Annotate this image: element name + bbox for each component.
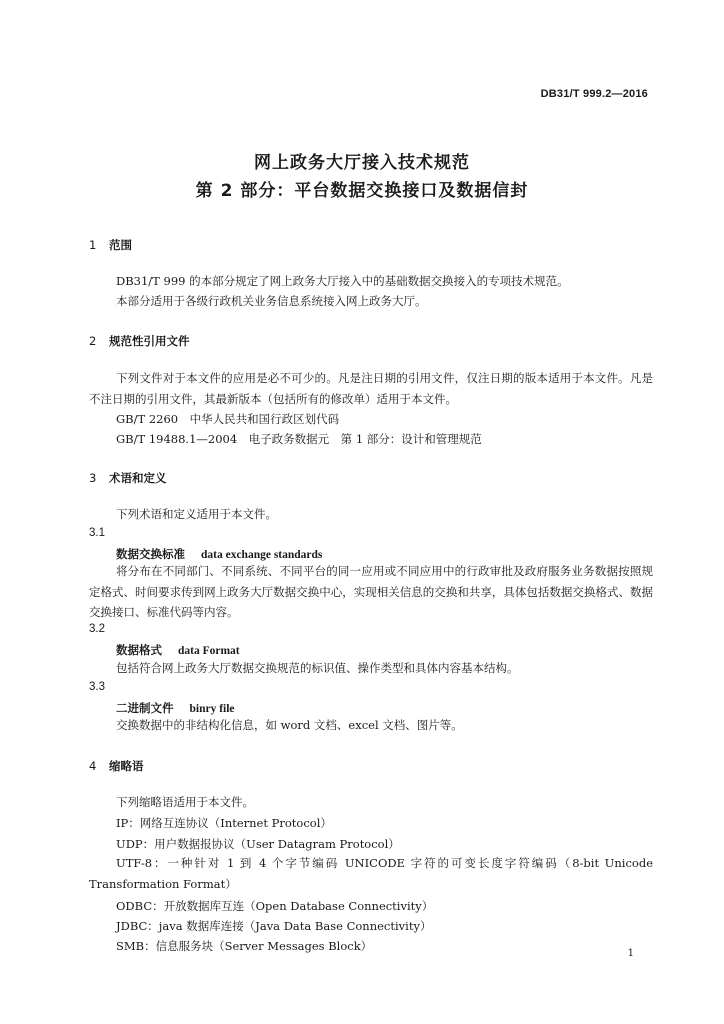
section-2-paragraph-1: 下列文件对于本文件的应用是必不可少的。凡是注日期的引用文件，仅注日期的版本适用于本文件。凡是不注日期的引用文件，其最新版本（包括所有的修改单）适用于本文件。 [89,371,653,406]
section-3-heading [89,470,167,486]
abbreviation-item: SMB：信息服务块（Server Messages Block） [116,939,373,953]
term-definition: 交换数据中的非结构化信息，如 word 文档、excel 文档、图片等。 [116,718,463,732]
term-heading [116,546,322,562]
normative-reference-1: GB/T 2260 中华人民共和国行政区划代码 [116,412,340,426]
term-heading [116,700,235,716]
section-title: 术语和定义 [109,471,167,485]
abbreviation-item: UDP：用户数据报协议（User Datagram Protocol） [116,837,400,851]
section-4-heading [89,758,144,774]
term-definition: 包括符合网上政务大厅数据交换规范的标识值、操作类型和具体内容基本结构。 [116,661,519,675]
section-3-intro: 下列术语和定义适用于本文件。 [116,507,277,521]
term-number: 3.2 [89,623,105,635]
term-english: data exchange standards [201,549,323,561]
abbreviation-item: ODBC：开放数据库互连（Open Database Connectivity） [116,899,434,913]
section-number: 1 [89,238,97,252]
section-number: 3 [89,471,97,485]
term-english: data Format [178,645,240,657]
document-subtitle: 第 2 部分：平台数据交换接口及数据信封 [195,181,529,201]
normative-reference-2: GB/T 19488.1—2004 电子政务数据元 第 1 部分：设计和管理规范 [116,432,482,446]
section-title: 规范性引用文件 [109,334,190,348]
section-title: 范围 [109,238,132,252]
abbreviation-item: IP：网络互连协议（Internet Protocol） [116,816,332,830]
section-1-paragraph-1: DB31/T 999 的本部分规定了网上政务大厅接入中的基础数据交换接入的专项技术规范。 [116,274,569,288]
term-heading [116,642,240,658]
term-chinese: 数据交换标准 [116,547,185,561]
section-4-intro: 下列缩略语适用于本文件。 [116,795,254,809]
abbreviation-item: UTF-8：一种针对 1 到 4 个字节编码 UNICODE 字符的可变长度字符编码（8-bit Unicode Transformation Format） [89,856,653,891]
section-1-heading [89,237,132,253]
term-chinese: 二进制文件 [116,701,174,715]
section-number: 4 [89,759,97,773]
document-title: 网上政务大厅接入技术规范 [254,153,470,173]
page-number: 1 [627,948,634,959]
abbreviation-item: JDBC：java 数据库连接（Java Data Base Connectivity） [116,919,432,933]
section-1-paragraph-2: 本部分适用于各级行政机关业务信息系统接入网上政务大厅。 [116,294,427,308]
section-2-heading [89,333,190,349]
standard-code: DB31/T 999.2—2016 [540,88,648,100]
term-english: binry file [189,703,235,715]
term-number: 3.3 [89,681,105,693]
term-definition: 将分布在不同部门、不同系统、不同平台的同一应用或不同应用中的行政审批及政府服务业务数据按照规定格式、时间要求传到网上政务大厅数据交换中心，实现相关信息的交换和共享，具体包括数据交换格式、数据交换接口、标准代码等内容。 [89,564,653,619]
section-title: 缩略语 [109,759,144,773]
term-chinese: 数据格式 [116,643,162,657]
section-number: 2 [89,334,97,348]
term-number: 3.1 [89,527,105,539]
